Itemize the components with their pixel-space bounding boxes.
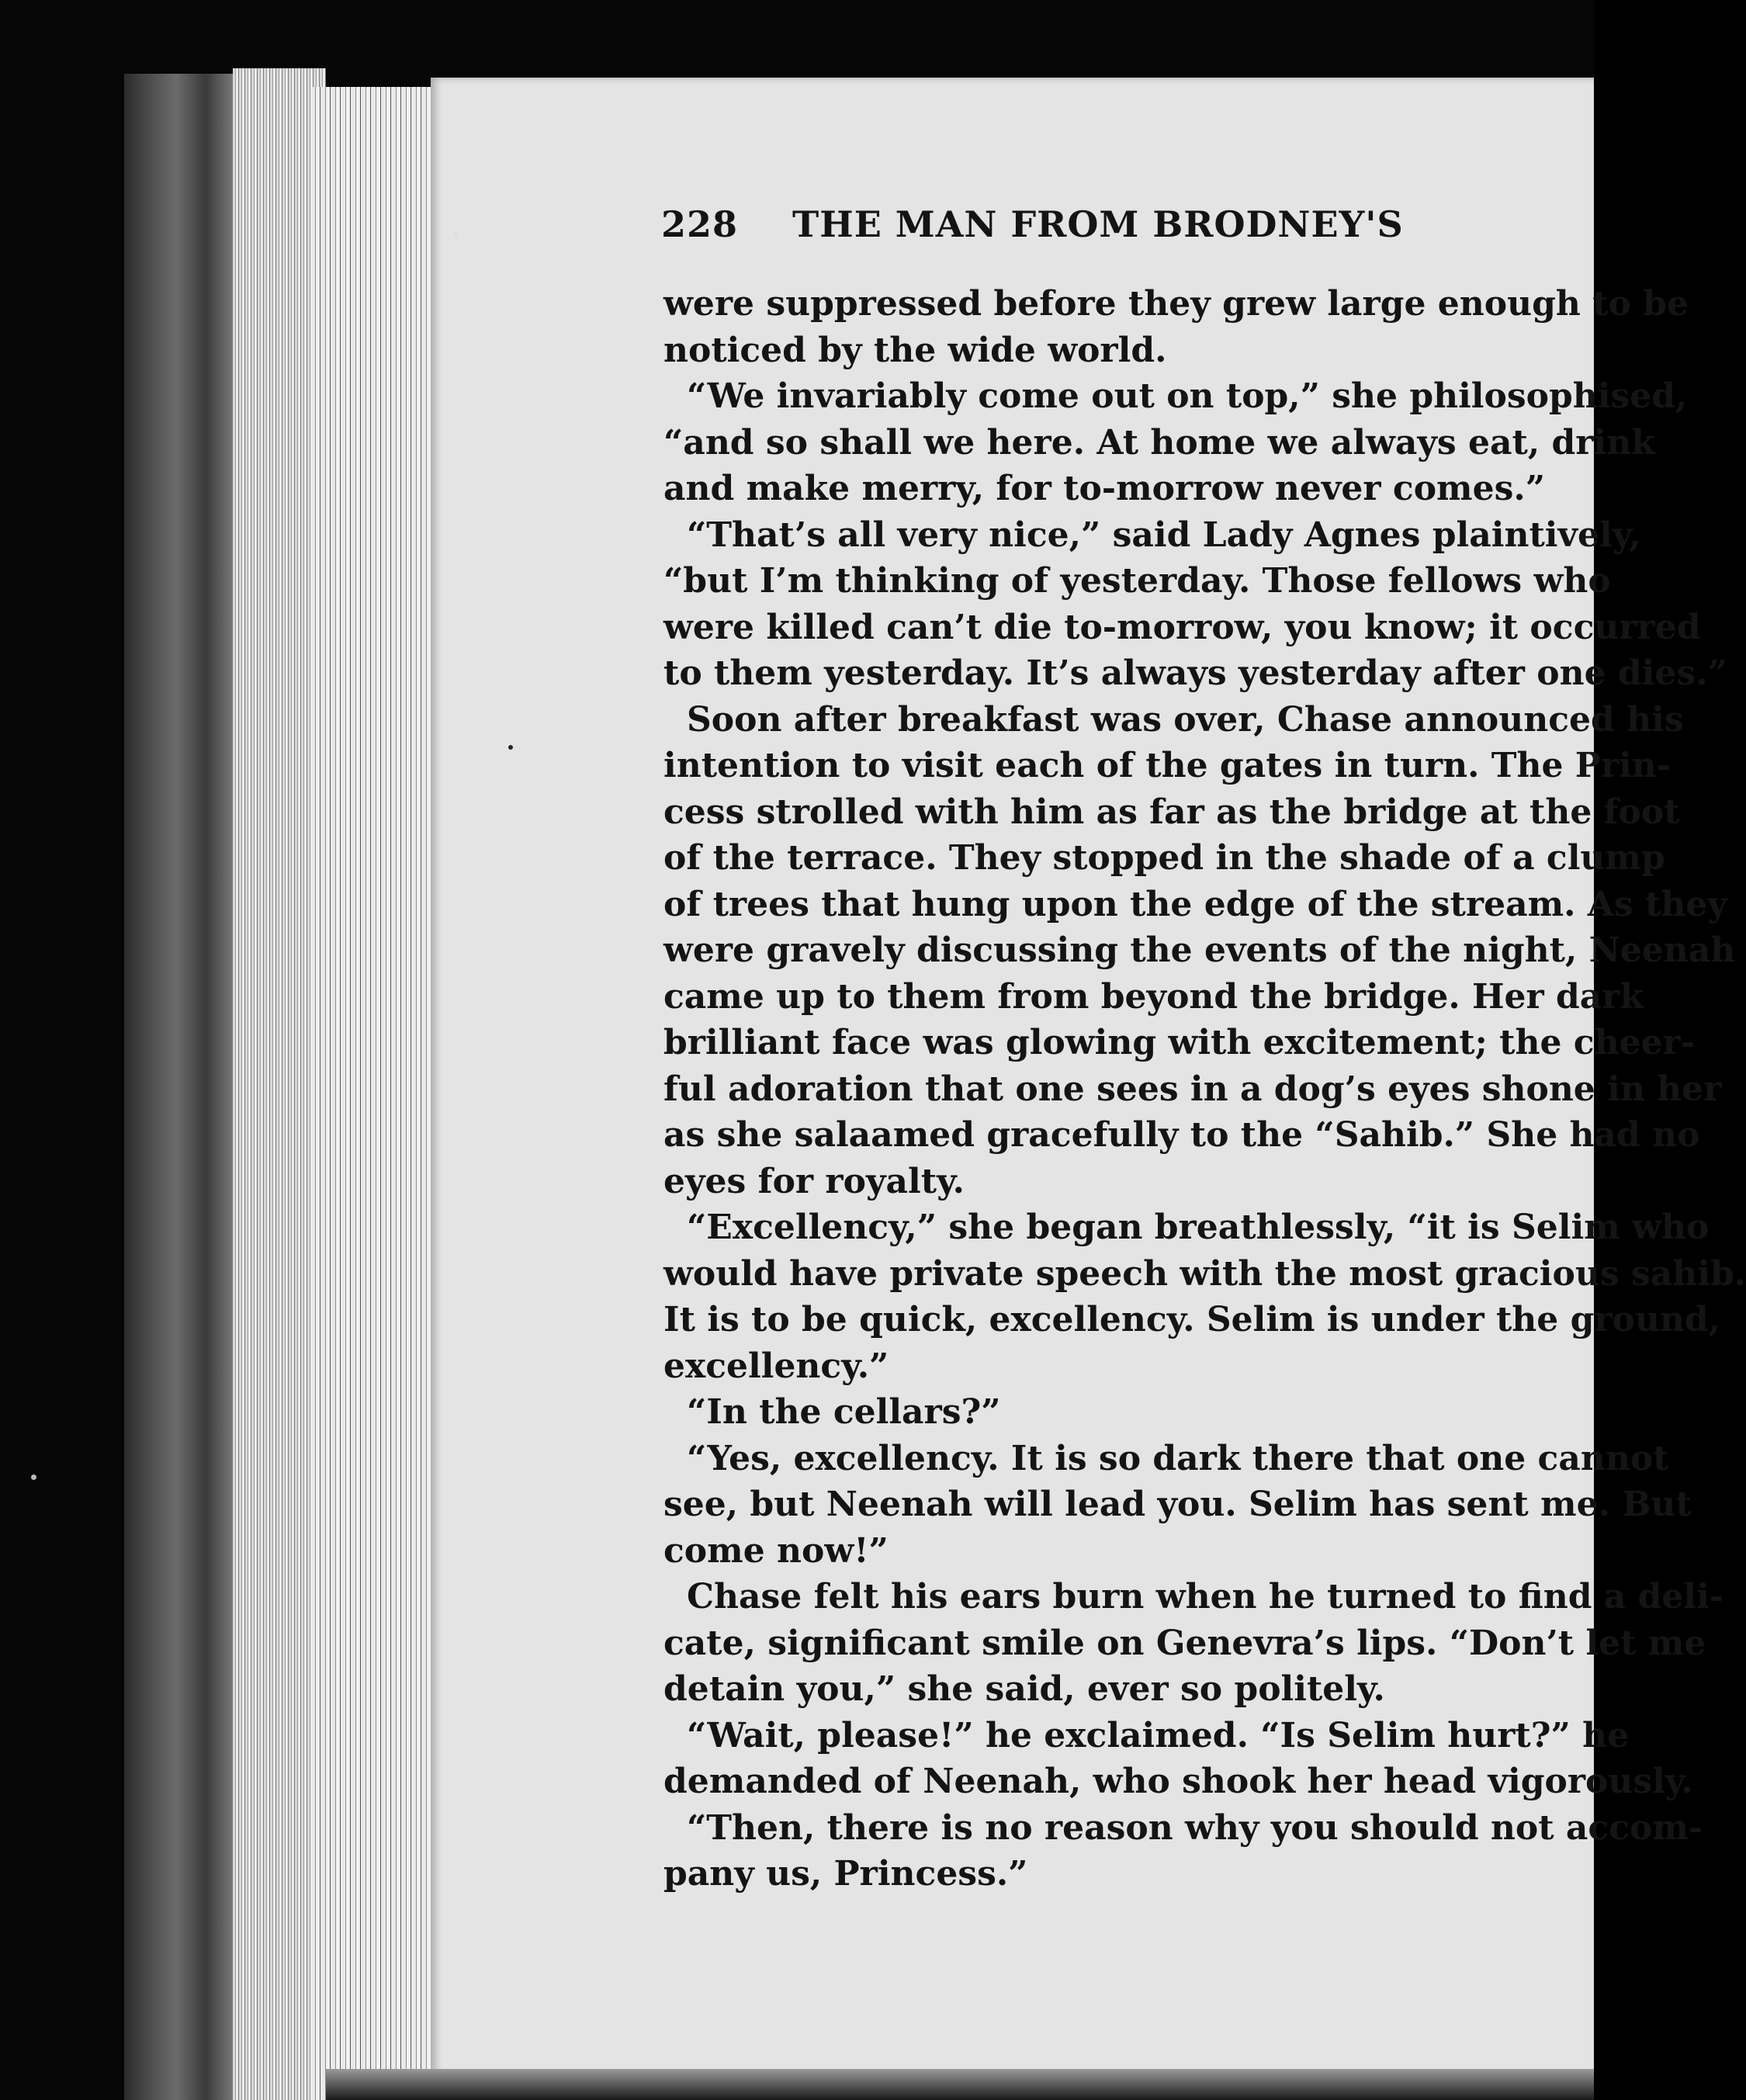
- text-line: brilliant face was glowing with excitement; the cheer-: [663, 1023, 1696, 1062]
- page-bottom-shadow: [326, 2069, 1594, 2100]
- dust-speck: [31, 1475, 36, 1480]
- text-line: see, but Neenah will lead you. Selim has sent me. But: [663, 1485, 1692, 1524]
- text-line: came up to them from beyond the bridge. Her dark: [663, 976, 1644, 1017]
- text-line: would have private speech with the most gracious sahib.: [663, 1253, 1746, 1294]
- text-line: “In the cellars?”: [687, 1392, 1001, 1432]
- text-line: of the terrace. They stopped in the shade of a clump: [663, 838, 1665, 878]
- text-line: It is to be quick, excellency. Selim is under the ground,: [663, 1300, 1720, 1339]
- text-line: to them yesterday. It’s always yesterday after one dies.”: [663, 653, 1727, 693]
- text-line: excellency.”: [663, 1346, 889, 1386]
- text-line: “but I’m thinking of yesterday. Those fellows who: [663, 561, 1611, 601]
- text-line: noticed by the wide world.: [663, 330, 1167, 370]
- text-line: “Yes, excellency. It is so dark there that one cannot: [687, 1438, 1669, 1478]
- text-line: as she salaamed gracefully to the “Sahib.” She had no: [663, 1115, 1700, 1155]
- text-line: Chase felt his ears burn when he turned to find a deli-: [687, 1577, 1724, 1617]
- dust-speck: [508, 745, 513, 750]
- text-line: ful adoration that one sees in a dog’s eyes shone in her: [663, 1069, 1722, 1109]
- book-cover-edge: [124, 74, 241, 2100]
- text-line: “Wait, please!” he exclaimed. “Is Selim hurt?” he: [687, 1715, 1630, 1755]
- text-line: demanded of Neenah, who shook her head vigorously.: [663, 1762, 1693, 1801]
- text-line: “We invariably come out on top,” she philosophised,: [687, 376, 1688, 416]
- text-line: detain you,” she said, ever so politely.: [663, 1669, 1385, 1709]
- dust-speck: [454, 233, 458, 237]
- text-line: “Excellency,” she began breathlessly, “it is Selim who: [687, 1208, 1710, 1247]
- text-line: “That’s all very nice,” said Lady Agnes plaintively,: [687, 515, 1641, 555]
- text-line: come now!”: [663, 1530, 889, 1571]
- text-line: “Then, there is no reason why you should not accom-: [687, 1807, 1703, 1848]
- running-header: [661, 203, 1404, 245]
- text-line: of trees that hung upon the edge of the stream. As they: [663, 884, 1727, 924]
- text-line: were suppressed before they grew large enough to be: [663, 284, 1689, 324]
- text-line: intention to visit each of the gates in turn. The Prin-: [663, 746, 1672, 785]
- page-stack-edge-inner: [310, 87, 435, 2100]
- text-line: cess strolled with him as far as the bridge at the foot: [663, 792, 1680, 832]
- text-line: cate, significant smile on Genevra’s lips. “Don’t let me: [663, 1623, 1706, 1663]
- text-line: and make merry, for to-morrow never comes.”: [663, 469, 1546, 508]
- text-line: Soon after breakfast was over, Chase announced his: [687, 699, 1684, 740]
- text-line: were killed can’t die to-morrow, you know; it occurred: [663, 607, 1701, 647]
- page-number: 228: [661, 203, 739, 245]
- body-text: [663, 281, 1746, 1897]
- text-line: were gravely discussing the events of the night, Neenah: [663, 930, 1736, 970]
- running-title: THE MAN FROM BRODNEY'S: [792, 203, 1404, 245]
- text-line: eyes for royalty.: [663, 1161, 965, 1201]
- text-line: pany us, Princess.”: [663, 1854, 1028, 1894]
- text-line: “and so shall we here. At home we always eat, drink: [663, 422, 1655, 463]
